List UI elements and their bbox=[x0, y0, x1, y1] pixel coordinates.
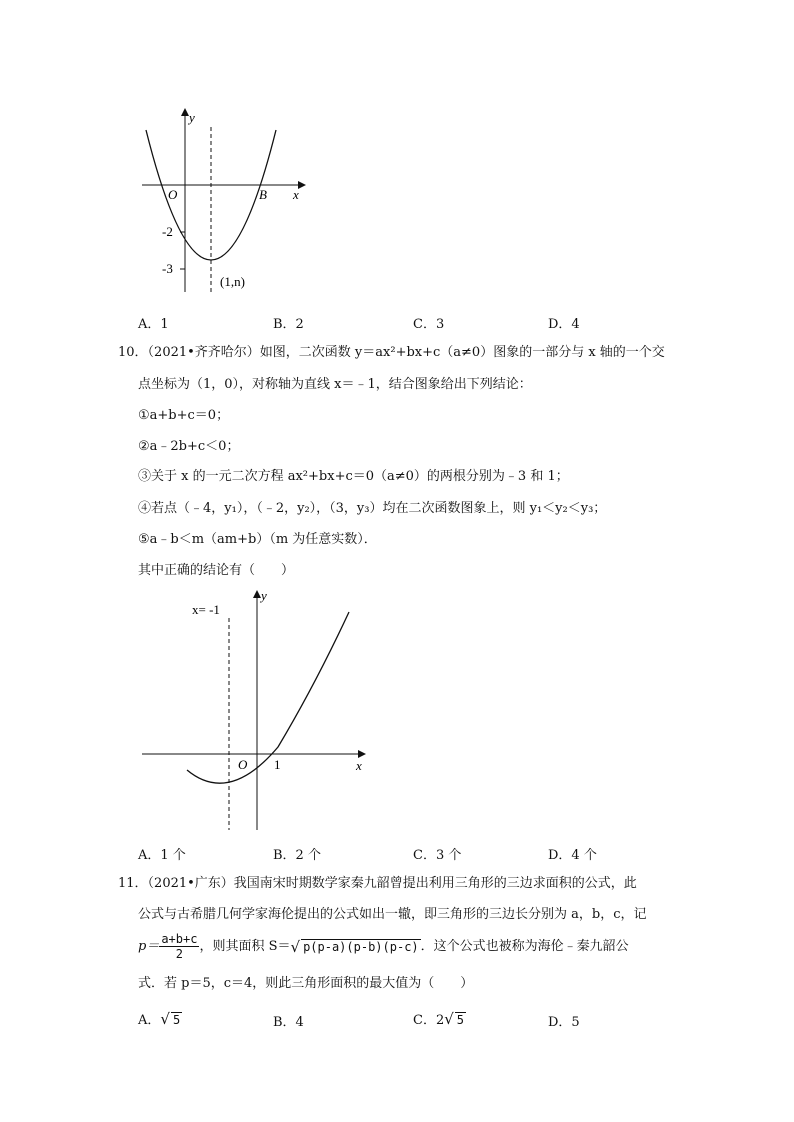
q11-option-d[interactable]: D．5 bbox=[548, 1015, 580, 1030]
y-arrow bbox=[181, 108, 189, 116]
fraction-denominator: 2 bbox=[175, 947, 183, 961]
q10-conclusion-2: ②a﹣2b+c＜0； bbox=[138, 439, 240, 454]
q11-option-c[interactable] bbox=[413, 1009, 466, 1028]
q11-option-c-radicand: 5 bbox=[456, 1013, 465, 1027]
formula-tail: ．这个公式也被称为海伦﹣秦九韶公 bbox=[420, 938, 629, 954]
q11-option-a-prefix: A． bbox=[138, 1013, 161, 1028]
origin-label: O bbox=[168, 187, 178, 202]
vertex-label: (1,n) bbox=[220, 274, 245, 289]
label-minus-2: -2 bbox=[162, 224, 173, 239]
semi-perimeter-fraction bbox=[159, 932, 199, 961]
fraction-numerator: a+b+c bbox=[161, 932, 198, 946]
q10-conclusion-1: ①a+b+c＝0； bbox=[138, 408, 230, 423]
radical-sign: √ bbox=[160, 1010, 170, 1028]
area-prefix: ，则其面积 S＝ bbox=[199, 938, 291, 954]
q10-conclusion-4: ④若点（﹣4，y₁），（﹣2，y₂），（3，y₃）均在二次函数图象上，则 y₁＜y₂＜y₃； bbox=[138, 501, 607, 516]
q10-conclusion-3: ③关于 x 的一元二次方程 ax²+bx+c＝0（a≠0）的两根分别为﹣3 和 1； bbox=[138, 469, 569, 484]
x-label: x bbox=[293, 187, 299, 202]
y-arrow bbox=[253, 590, 261, 598]
p-equals: p＝ bbox=[138, 938, 160, 954]
q9-option-d[interactable]: D．4 bbox=[548, 317, 580, 332]
y-label: y bbox=[261, 588, 267, 603]
parabola-graph-2 bbox=[130, 580, 380, 835]
q11-formula-line bbox=[138, 932, 629, 961]
q10-option-c[interactable]: C．3 个 bbox=[413, 848, 462, 863]
q10-option-b[interactable]: B．2 个 bbox=[273, 848, 321, 863]
q11-option-a[interactable] bbox=[138, 1009, 182, 1028]
q10-option-d[interactable]: D．4 个 bbox=[548, 848, 597, 863]
origin-label: O bbox=[238, 757, 248, 772]
q11-line-2: 公式与古希腊几何学家海伦提出的公式如出一辙，即三角形的三边长分别为 a，b，c，记 bbox=[138, 907, 647, 922]
x-arrow bbox=[298, 181, 306, 189]
q10-option-a[interactable]: A．1 个 bbox=[138, 848, 186, 863]
q11-option-a-radicand: 5 bbox=[172, 1013, 181, 1027]
q11-line-1: 11．（2021•广东）我国南宋时期数学家秦九韶曾提出利用三角形的三边求面积的公式，此 bbox=[118, 876, 637, 891]
x-arrow bbox=[358, 750, 366, 758]
q11-option-c-prefix: C．2 bbox=[413, 1013, 445, 1028]
q10-conclusion-5: ⑤a﹣b＜m（am+b）（m 为任意实数）． bbox=[138, 532, 377, 547]
tick-1-label: 1 bbox=[274, 757, 281, 772]
parabola-graph-1 bbox=[130, 100, 320, 300]
parabola-curve bbox=[187, 612, 349, 783]
q9-option-c[interactable]: C．3 bbox=[413, 317, 445, 332]
q10-line-1: 10．（2021•齐齐哈尔）如图，二次函数 y＝ax²+bx+c（a≠0）图象的一部分与 x 轴的一个交 bbox=[118, 345, 665, 360]
q9-option-a[interactable]: A．1 bbox=[138, 317, 169, 332]
point-b-label: B bbox=[259, 187, 267, 202]
radical-sign: √ bbox=[290, 937, 301, 956]
x-label: x bbox=[356, 758, 362, 773]
q10-line-2: 点坐标为（1，0），对称轴为直线 x＝﹣1，结合图象给出下列结论： bbox=[138, 377, 532, 392]
y-label: y bbox=[189, 110, 195, 125]
heron-radicand: p(p-a)(p-b)(p-c) bbox=[303, 939, 419, 954]
radical-sign: √ bbox=[444, 1010, 454, 1028]
q10-prompt: 其中正确的结论有（ ） bbox=[138, 563, 295, 578]
label-minus-3: -3 bbox=[162, 261, 173, 276]
q9-option-b[interactable]: B．2 bbox=[273, 317, 304, 332]
q11-option-b[interactable]: B．4 bbox=[273, 1015, 304, 1030]
q11-line-4: 式．若 p＝5，c＝4，则此三角形面积的最大值为（ ） bbox=[138, 976, 474, 991]
axis-of-symmetry-label: x= -1 bbox=[192, 602, 220, 617]
